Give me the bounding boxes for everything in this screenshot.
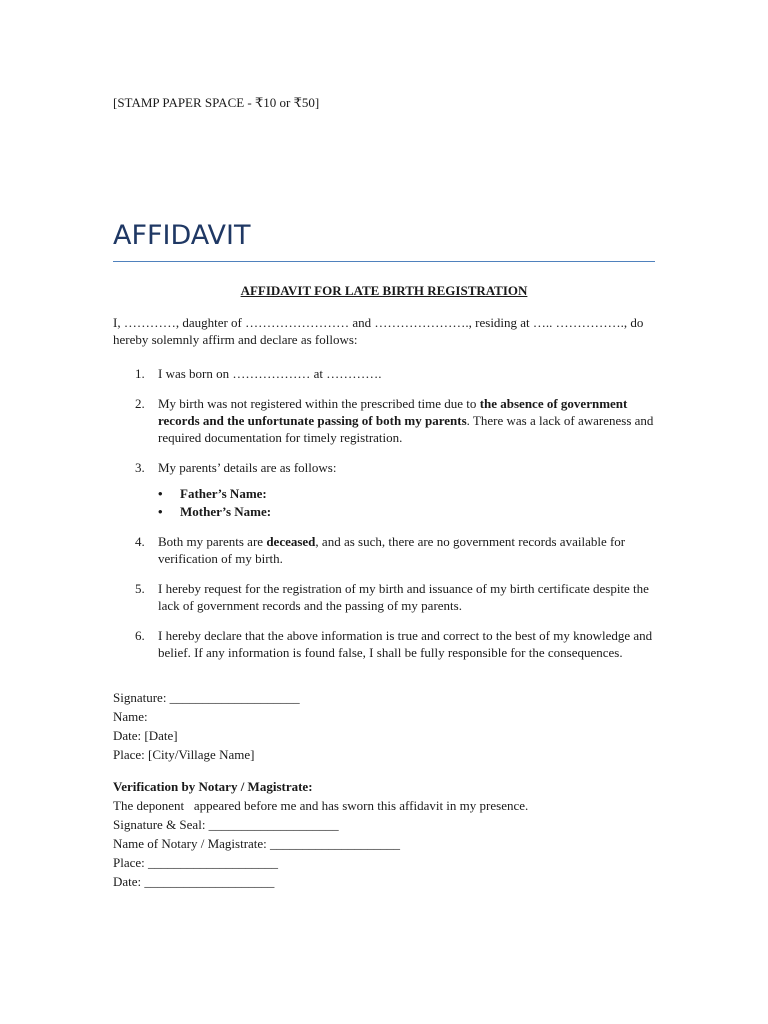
item-number: 5. — [135, 581, 145, 596]
declaration-item-6 — [113, 627, 658, 661]
item-text-bold: the absence of government records and the unfortunate passing of both my parents — [158, 396, 628, 428]
name-line: Name: — [113, 709, 148, 724]
item-text: Both my parents are — [158, 534, 267, 549]
signature-block — [113, 689, 658, 765]
item-text: My parents’ details are as follows: — [158, 460, 337, 475]
declaration-list — [113, 365, 658, 674]
heading-rule — [113, 261, 655, 262]
stamp-paper-note: [STAMP PAPER SPACE - ₹10 or ₹50] — [113, 95, 320, 110]
father-name-label: Father’s Name: — [180, 486, 267, 501]
document-heading: AFFIDAVIT — [113, 220, 251, 251]
seal-line: Signature & Seal: ____________________ — [113, 817, 339, 832]
item-text: My birth was not registered within the prescribed time due to — [158, 396, 480, 411]
mother-name-label: Mother’s Name: — [180, 504, 272, 519]
item-text: . There was a lack of awareness and required documentation for timely registration. — [158, 413, 654, 445]
date-line: Date: [Date] — [113, 728, 178, 743]
item-number: 2. — [135, 396, 145, 411]
father-name-item — [158, 485, 658, 502]
item-text: , and as such, there are no government records available for verification of my birth. — [158, 534, 626, 566]
parents-details-list — [158, 485, 658, 520]
declaration-item-2 — [113, 395, 658, 446]
declaration-item-3 — [113, 459, 658, 520]
verification-place-line: Place: ____________________ — [113, 855, 279, 870]
signature-line: Signature: ____________________ — [113, 690, 300, 705]
notary-name-line: Name of Notary / Magistrate: ____________________ — [113, 836, 401, 851]
item-number: 4. — [135, 534, 145, 549]
verification-statement: The deponent appeared before me and has sworn this affidavit in my presence. — [113, 798, 529, 813]
verification-block — [113, 778, 658, 892]
verification-date-line: Date: ____________________ — [113, 874, 275, 889]
place-line: Place: [City/Village Name] — [113, 747, 255, 762]
item-text: I was born on ……………… at …………. — [158, 366, 382, 381]
item-text-bold: deceased — [266, 534, 316, 549]
bullet-icon: • — [158, 486, 163, 501]
declaration-item-4 — [113, 533, 658, 567]
item-text: I hereby request for the registration of my birth and issuance of my birth certificate despite the lack of government records and the passing of my parents. — [158, 581, 649, 613]
verification-heading: Verification by Notary / Magistrate: — [113, 779, 313, 794]
item-number: 3. — [135, 460, 145, 475]
intro-paragraph: I, …………, daughter of …………………… and …………………., residing at ….. ……………., do hereby solemnly affirm and declare as follows: — [113, 315, 644, 347]
bullet-icon: • — [158, 504, 163, 519]
mother-name-item — [158, 503, 658, 520]
document-subtitle: AFFIDAVIT FOR LATE BIRTH REGISTRATION — [240, 283, 528, 298]
item-number: 1. — [135, 366, 145, 381]
declaration-item-1 — [113, 365, 658, 382]
declaration-item-5 — [113, 580, 658, 614]
item-text: I hereby declare that the above information is true and correct to the best of my knowledge and belief. If any information is found false, I shall be fully responsible for the consequences. — [158, 628, 653, 660]
item-number: 6. — [135, 628, 145, 643]
